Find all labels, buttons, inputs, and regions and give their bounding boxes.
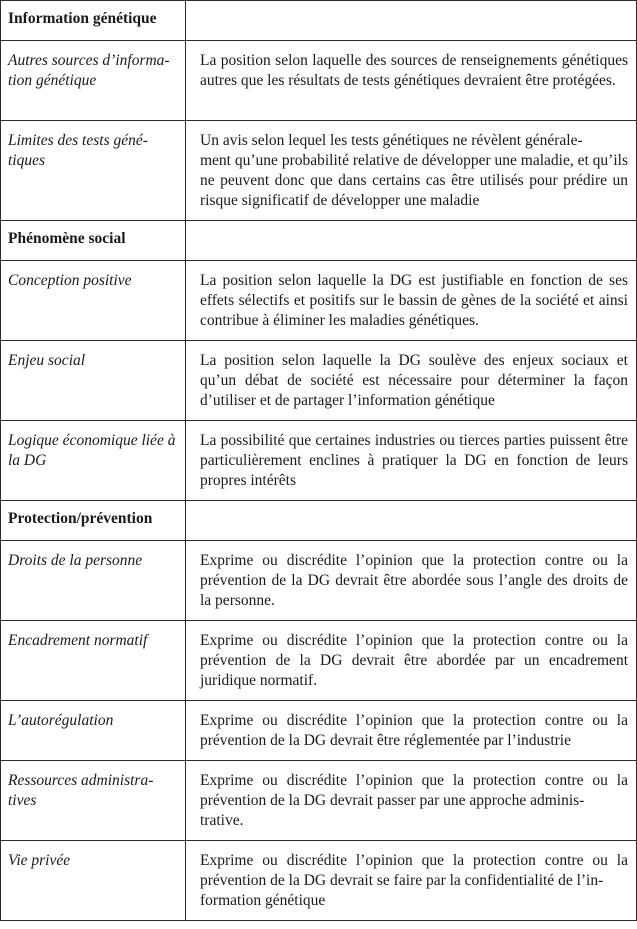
table-row	[1, 261, 637, 341]
definition-cell: Exprime ou discrédite l’opinion que la protection contre ou la prévention de la DG devrait être réglementée par l’industrie	[186, 701, 637, 761]
term-cell: Vie privée	[1, 841, 186, 921]
definition-cell: La possibilité que certaines industries ou tierces parties puissent être particulièrement enclines à pratiquer la DG en fonction de leurs propres intérêts	[186, 421, 637, 501]
term-cell: Limites des tests géné- tiques	[1, 121, 186, 221]
definition-cell: Un avis selon lequel les tests génétiques ne révèlent générale- ment qu’une probabilité relative de développer une maladie, et qu’ils ne peuvent donc que dans certains cas être utilisés pour prédire un risque significatif de développer une maladie	[186, 121, 637, 221]
definition-cell: Exprime ou discrédite l’opinion que la protection contre ou la prévention de la DG devrait se faire par la confidentialité de l’in- formation génétique	[186, 841, 637, 921]
term-cell: Enjeu social	[1, 341, 186, 421]
empty-cell	[186, 501, 637, 541]
section-row	[1, 501, 637, 541]
section-heading: Information génétique	[1, 1, 186, 41]
term-cell: Encadrement normatif	[1, 621, 186, 701]
table-row	[1, 621, 637, 701]
table-row	[1, 841, 637, 921]
empty-cell	[186, 221, 637, 261]
section-heading: Phénomène social	[1, 221, 186, 261]
definition-cell: La position selon laquelle la DG soulève des enjeux sociaux et qu’un débat de société est nécessaire pour déterminer la façon d’utiliser et de partager l’information génétique	[186, 341, 637, 421]
term-cell: Conception positive	[1, 261, 186, 341]
definition-cell: La position selon laquelle la DG est justifiable en fonction de ses effets sélectifs et positifs sur le bassin de gènes de la société et ainsi contribue à éliminer les maladies génétiques.	[186, 261, 637, 341]
table-row	[1, 41, 637, 121]
table-row	[1, 701, 637, 761]
term-cell: Droits de la personne	[1, 541, 186, 621]
table-row	[1, 421, 637, 501]
table-row	[1, 761, 637, 841]
term-cell: Ressources administra- tives	[1, 761, 186, 841]
term-cell: Logique économique liée à la DG	[1, 421, 186, 501]
term-cell: L’autorégulation	[1, 701, 186, 761]
definition-cell: Exprime ou discrédite l’opinion que la protection contre ou la prévention de la DG devrait passer par une approche adminis- trative.	[186, 761, 637, 841]
definition-cell: Exprime ou discrédite l’opinion que la protection contre ou la prévention de la DG devrait être abordée sous l’angle des droits de la personne.	[186, 541, 637, 621]
table-row	[1, 541, 637, 621]
term-cell: Autres sources d’informa- tion génétique	[1, 41, 186, 121]
table-row	[1, 121, 637, 221]
section-row	[1, 1, 637, 41]
definition-cell: Exprime ou discrédite l’opinion que la protection contre ou la prévention de la DG devrait être abordée par un encadrement juridique normatif.	[186, 621, 637, 701]
table-row	[1, 341, 637, 421]
definition-cell: La position selon laquelle des sources de renseignements génétiques autres que les résultats de tests génétiques devraient être protégées.	[186, 41, 637, 121]
section-heading: Protection/prévention	[1, 501, 186, 541]
empty-cell	[186, 1, 637, 41]
section-row	[1, 221, 637, 261]
table-body	[1, 1, 637, 921]
